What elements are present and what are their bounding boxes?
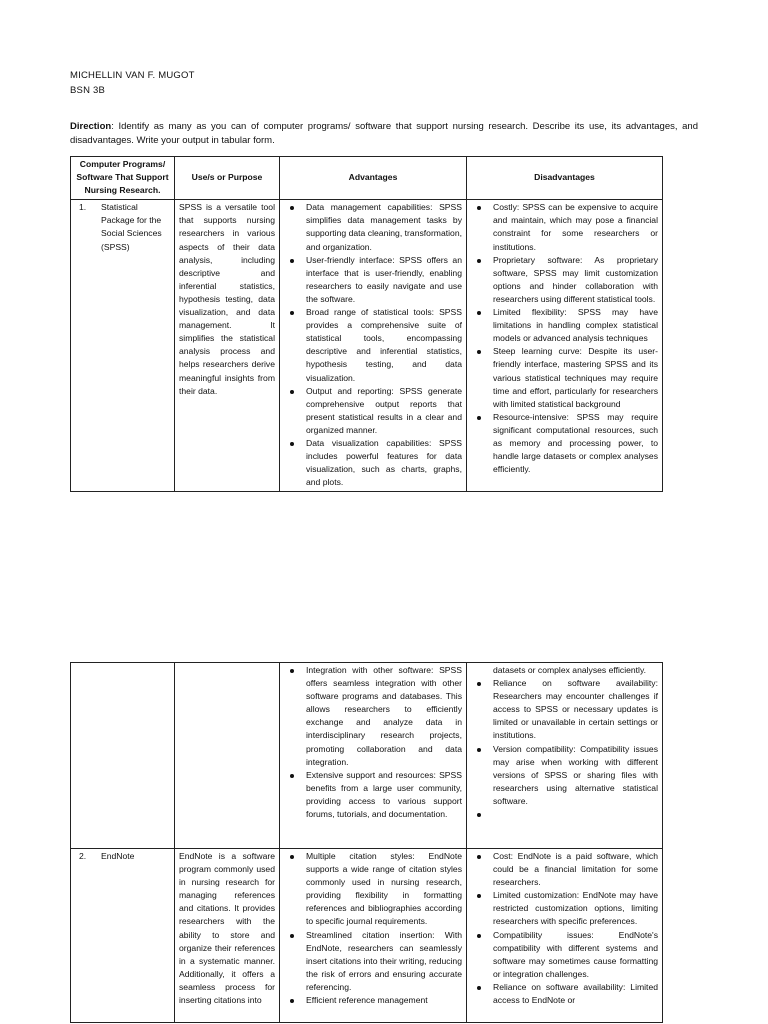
document-page-2 — [0, 640, 768, 1024]
list-item: Reliance on software availability: Researchers may encounter challenges if access to SPSS or necessary updates is limited or unavailable in certain settings or institutions. — [493, 677, 658, 742]
header-use: Use/s or Purpose — [175, 157, 280, 200]
spss-advantages-list — [284, 201, 462, 489]
student-section: BSN 3B — [70, 85, 105, 96]
list-item: Reliance on software availability: Limited access to EndNote or — [493, 981, 658, 1007]
spss-advantages-cell — [280, 200, 467, 492]
endnote-name: EndNote — [101, 851, 135, 861]
spss-disadvantage-continuation: datasets or complex analyses efficiently. — [493, 665, 647, 675]
direction-label: Direction — [70, 121, 112, 132]
table-header-row — [71, 157, 663, 200]
software-table-continued — [70, 662, 663, 1023]
spss-use: SPSS is a versatile tool that supports nursing researchers in various aspects of their data analysis, including descriptive and inferential statistics, hypothesis testing, data visualization, and data management. It simplifies the statistical analysis process and helps researchers derive meaningful insights from their data. — [179, 202, 275, 396]
list-item: Extensive support and resources: SPSS benefits from a large user community, providing access to various support forums, tutorials, and documentation. — [306, 769, 462, 821]
list-item — [493, 808, 658, 821]
spss-name: Statistical Package for the Social Sciences (SPSS) — [101, 202, 162, 252]
header-disadvantages: Disadvantages — [467, 157, 663, 200]
endnote-disadvantages-list — [471, 850, 658, 1007]
endnote-use: EndNote is a software program commonly used in nursing research for managing references and citations. It provides researchers with the ability to store and organize their references in a systematic manner. Additionally, it offers a seamless process for inserting citations into — [179, 851, 275, 1006]
header-advantages: Advantages — [280, 157, 467, 200]
list-item: Proprietary software: As proprietary software, SPSS may limit customization options and hinder collaboration with researchers using different statistical tools. — [493, 254, 658, 306]
direction-text: : Identify as many as you can of computer programs/ software that support nursing research. Describe its use, its advantages, and disadvantages. Write your output in tabular form. — [70, 121, 698, 146]
spss-disadvantages-cell — [467, 200, 663, 492]
list-item: Output and reporting: SPSS generate comprehensive output reports that present statistical results in a clear and organized manner. — [306, 385, 462, 437]
list-item: Resource-intensive: SPSS may require significant computational resources, such as memory and processing power, to handle large datasets or complex analyses efficiently. — [493, 411, 658, 476]
direction-paragraph — [70, 120, 698, 147]
list-item: Efficient reference management — [306, 994, 462, 1007]
table-row-spss-continued — [71, 663, 663, 849]
document-header — [70, 68, 195, 98]
list-item: Multiple citation styles: EndNote supports a wide range of citation styles commonly used in nursing research, providing flexibility in formatting references and bibliographies according to specific journal requirements. — [306, 850, 462, 929]
spss-disadvantages-list-continued — [471, 677, 658, 821]
spss-name-cell — [71, 200, 175, 492]
student-name: MICHELLIN VAN F. MUGOT — [70, 70, 195, 81]
spss-disadvantages-list — [471, 201, 658, 476]
spss-advantages-cell-continued — [280, 663, 467, 849]
spss-use-cell — [175, 200, 280, 492]
spss-advantages-list-continued — [284, 664, 462, 821]
endnote-number: 2. — [79, 851, 87, 861]
list-item: Costly: SPSS can be expensive to acquire and maintain, which may pose a financial constraint for some researchers or institutions. — [493, 201, 658, 253]
list-item: Limited flexibility: SPSS may have limitations in handling complex statistical models or advanced analysis techniques — [493, 306, 658, 345]
list-item: Compatibility issues: EndNote's compatibility with different systems and software may sometimes cause formatting or integration challenges. — [493, 929, 658, 981]
endnote-use-cell — [175, 849, 280, 1023]
table-row-spss — [71, 200, 663, 492]
header-software: Computer Programs/ Software That Support Nursing Research. — [71, 157, 175, 200]
list-item: Version compatibility: Compatibility issues may arise when working with different versions of SPSS or sharing files with researchers using alternative statistical software. — [493, 743, 658, 808]
endnote-advantages-list — [284, 850, 462, 1007]
software-table — [70, 156, 663, 492]
list-item: Broad range of statistical tools: SPSS provides a comprehensive suite of statistical tools, encompassing descriptive and inferential statistics, hypothesis testing, and data visualization. — [306, 306, 462, 385]
list-item: User-friendly interface: SPSS offers an interface that is user-friendly, enabling researchers to easily navigate and use the software. — [306, 254, 462, 306]
list-item: Streamlined citation insertion: With EndNote, researchers can seamlessly insert citations into their writing, reducing the risk of errors and ensuring accurate referencing. — [306, 929, 462, 994]
list-item: Integration with other software: SPSS offers seamless integration with other software programs and databases. This allows researchers to efficiently exchange and analyze data in interdisciplinary research projects, promoting collaboration and data integration. — [306, 664, 462, 769]
spss-name-cell-continued — [71, 663, 175, 849]
list-item: Limited customization: EndNote may have restricted customization options, limiting researchers with specific preferences. — [493, 889, 658, 928]
endnote-disadvantages-cell — [467, 849, 663, 1023]
spss-disadvantages-cell-continued — [467, 663, 663, 849]
table-row-endnote — [71, 849, 663, 1023]
spss-number: 1. — [79, 202, 87, 213]
list-item: Cost: EndNote is a paid software, which could be a financial limitation for some researchers. — [493, 850, 658, 889]
list-item: Data management capabilities: SPSS simplifies data management tasks by supporting data cleaning, transformation, and organization. — [306, 201, 462, 253]
spss-use-cell-continued — [175, 663, 280, 849]
list-item: Steep learning curve: Despite its user-friendly interface, mastering SPSS and its various statistical techniques may require time and effort, particularly for researchers with limited statistical background — [493, 345, 658, 410]
endnote-name-cell — [71, 849, 175, 1023]
list-item: Data visualization capabilities: SPSS includes powerful features for data visualization, such as charts, graphs, and plots. — [306, 437, 462, 489]
endnote-advantages-cell — [280, 849, 467, 1023]
